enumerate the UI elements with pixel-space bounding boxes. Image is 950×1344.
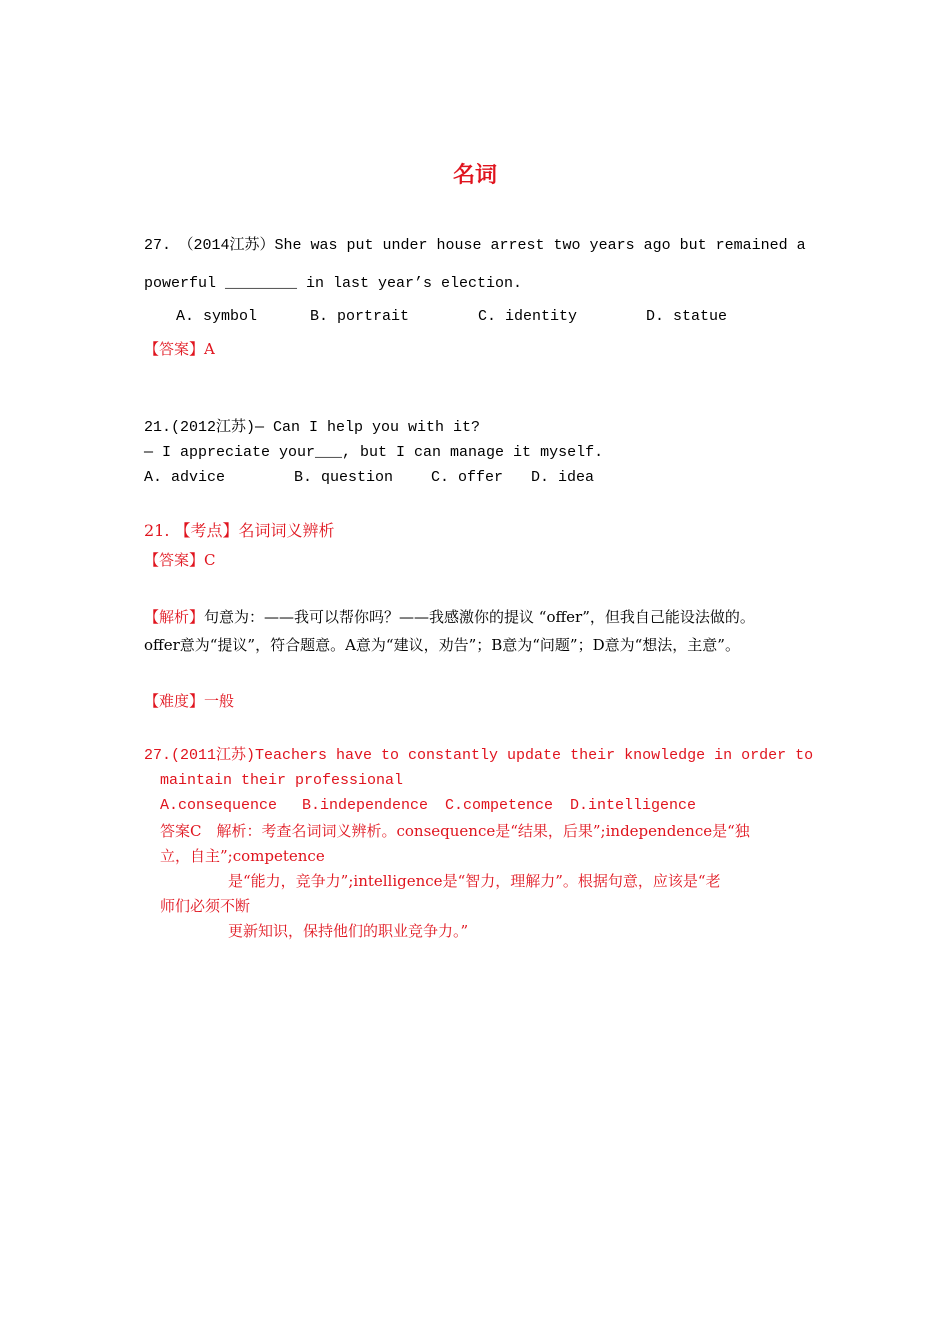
q3-option-d: D.intelligence — [570, 797, 697, 814]
q3-option-a: A.consequence — [160, 797, 278, 814]
q2-analysis-line1 — [144, 607, 755, 627]
q1-line2: powerful ________ in last year’s election. — [144, 275, 523, 292]
q3-explanation-line1: 答案C 解析：考查名词词义辨析。consequence是“结果，后果”;independence是“独 — [160, 822, 750, 840]
page-title: 名词 — [452, 163, 497, 188]
q2-option-a: A. advice — [144, 469, 226, 486]
q2-difficulty: 【难度】一般 — [144, 692, 235, 710]
q3-explanation-line5: 更新知识，保持他们的职业竞争力。” — [228, 922, 469, 940]
q3-explanation-line4: 师们必须不断 — [160, 897, 251, 915]
q2-line1: 21.(2012江苏)— Can I help you with it? — [144, 419, 481, 436]
q2-option-b: B. question — [294, 469, 394, 486]
q2-point: 21. 【考点】名词词义辨析 — [144, 521, 335, 540]
q1-line1: 27. （2014江苏）She was put under house arrest two years ago but remained a — [144, 237, 806, 254]
q1-option-b: B. portrait — [310, 308, 410, 325]
q2-analysis-text: 句意为：——我可以帮你吗？——我感激你的提议 “offer”，但我自己能设法做的。 — [204, 608, 755, 626]
q3-explanation-line2: 立，自主”;competence — [160, 847, 325, 865]
q2-answer: 【答案】C — [144, 551, 216, 569]
q1-option-a: A. symbol — [176, 308, 258, 325]
q3-line1: 27.(2011江苏)Teachers have to constantly update their knowledge in order to — [144, 747, 814, 764]
q2-option-c: C. offer — [431, 469, 504, 486]
q1-answer: 【答案】A — [144, 340, 215, 358]
q3-line2: maintain their professional — [160, 772, 404, 789]
q2-option-d: D. idea — [531, 469, 595, 486]
q1-option-c: C. identity — [478, 308, 578, 325]
q1-option-d: D. statue — [646, 308, 728, 325]
q3-explanation-line3: 是“能力，竞争力”;intelligence是“智力，理解力”。根据句意，应该是“老 — [228, 872, 721, 890]
q3-option-b: B.independence — [302, 797, 429, 814]
q2-analysis-line2: offer意为“提议”，符合题意。A意为“建议，劝告”；B意为“问题”；D意为“想法，主意”。 — [144, 636, 740, 654]
q3-option-c: C.competence — [445, 797, 554, 814]
q2-line2: — I appreciate your___, but I can manage it myself. — [144, 444, 604, 461]
q2-analysis-label: 【解析】 — [144, 608, 205, 626]
